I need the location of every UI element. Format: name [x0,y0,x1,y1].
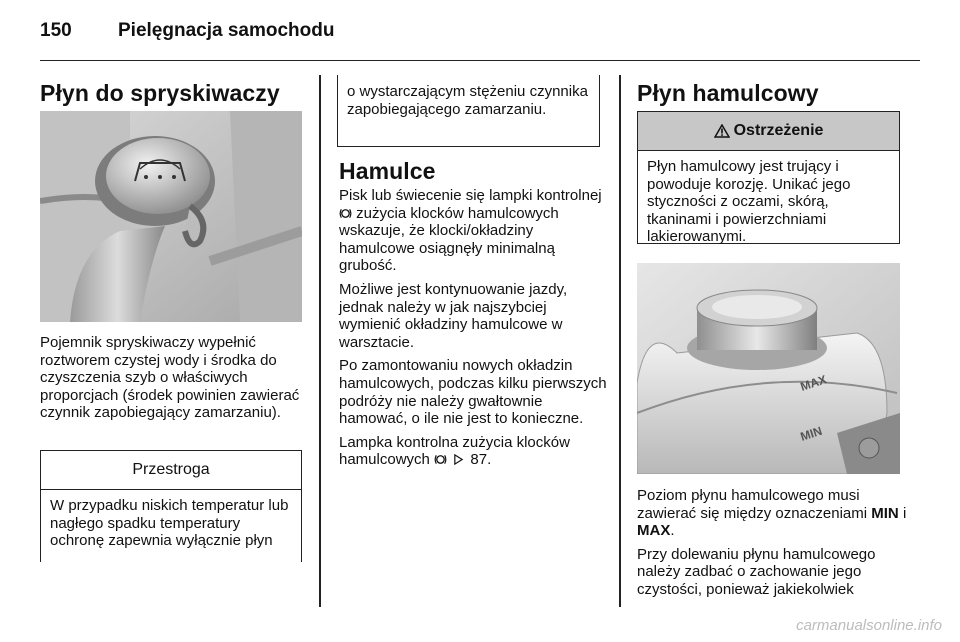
page-reference-link[interactable]: 87. [470,451,492,469]
caution-box-continuation [337,75,600,147]
chapter-title: Pielęgnacja samochodu [118,20,335,41]
brakes-paragraph-3: Po zamontowaniu nowych okładzin hamulcowych, podczas kilku pierwszych podróży nie należy gwałtownie hamować, o ile nie jest to konieczne. [339,357,607,428]
brakes-paragraph-2: Możliwe jest kontynuowanie jazdy, jednak należy w jak najszybciej wymienić okładziny hamulcowe w warsztacie. [339,280,568,351]
section-heading-washer-fluid: Płyn do spryskiwaczy [40,80,280,106]
min-label: MIN [871,504,899,522]
column-divider-1 [319,75,321,607]
caution-box [40,450,302,562]
min-mark-label: MIN [798,423,824,444]
section-heading-brake-fluid: Płyn hamulcowy [637,80,819,106]
brake-wear-indicator-icon [434,453,447,466]
section-heading-brakes: Hamulce [339,158,436,184]
brake-fluid-reservoir-image [637,263,900,474]
page-reference-arrow-icon[interactable] [453,454,464,465]
caution-title: Przestroga [41,451,301,490]
brakes-text [339,187,611,475]
max-label: MAX [637,522,671,540]
warning-text: Płyn hamulcowy jest trujący i powoduje korozję. Unikać jego styczności z oczami, skórą, tkaninami i powierzchniami lakierowanymi. [647,158,851,246]
caution-continuation-text: o wystarczającym stężeniu czynnika zapobiegającego zamarzaniu. [347,83,588,118]
warning-title: Ostrzeżenie [638,112,899,151]
page-header [40,12,920,61]
brake-fluid-paragraph-2: Przy dolewaniu płynu hamulcowego należy zadbać o zachowanie jego czystości, ponieważ jakiekolwiek [637,545,876,598]
brake-wear-indicator-icon [339,207,352,220]
warning-triangle-icon [714,124,730,138]
max-mark-label: MAX [798,372,829,394]
washer-fluid-paragraph: Pojemnik spryskiwaczy wypełnić roztworem czystej wody i środka do czyszczenia szyb o właściwych proporcjach (środek powinien zawierać czynnik zapobiegający zamarzaniu). [40,334,300,422]
brakes-paragraph-4: Lampka kontrolna zużycia klocków hamulcowych 87. [339,433,570,469]
column-divider-2 [619,75,621,607]
brake-fluid-paragraph-1: Poziom płynu hamulcowego musi zawierać się między oznaczeniami MIN i MAX. [637,487,907,540]
caution-text: W przypadku niskich temperatur lub nagłego spadku temperatury ochronę zapewnia wyłącznie płyn [50,497,289,550]
watermark: carmanualsonline.info [796,617,942,634]
page-number: 150 [40,20,72,41]
washer-reservoir-image [40,111,302,322]
brakes-paragraph-1: Pisk lub świecenie się lampki kontrolnej zużycia klocków hamulcowych wskazuje, że klocki/okładziny hamulcowe osiągnęły minimalną grubość. [339,187,602,275]
brake-fluid-text [637,487,909,605]
warning-box [637,111,900,244]
